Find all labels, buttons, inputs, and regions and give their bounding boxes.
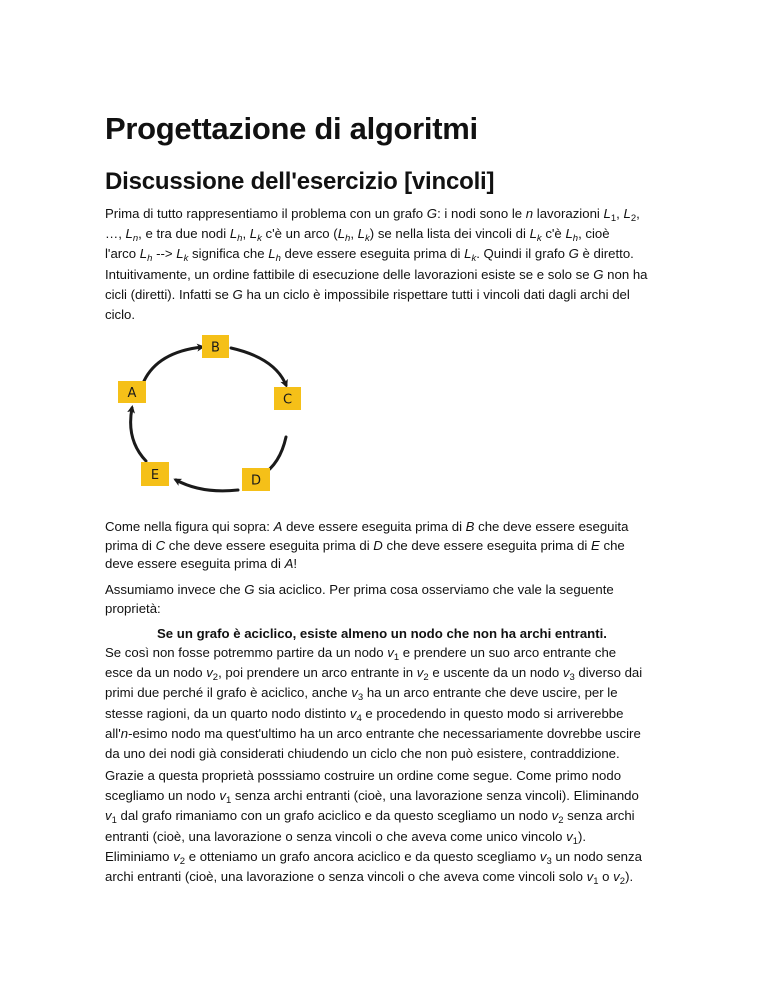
text-run: Se così non fosse potremmo partire da un nodo <box>105 645 388 660</box>
text-run: G <box>568 246 579 262</box>
text-run: h <box>275 253 281 265</box>
text-run: 1 <box>610 213 617 224</box>
text-run: Eliminiamo <box>105 848 174 864</box>
text-run: L <box>464 246 472 262</box>
text-run: A <box>273 519 283 534</box>
text-run: e otteniamo un grafo ancora aciclico e da questo scegliamo <box>185 848 540 864</box>
text-run: 2 <box>423 672 429 684</box>
edge-d-e <box>176 480 238 491</box>
text-line <box>105 224 677 244</box>
text-run: ha un ciclo è impossibile rispettare tutti i vincoli dati dagli archi del <box>242 286 630 302</box>
text-run: deve essere eseguita prima di <box>280 246 465 262</box>
text-run: esce da un nodo <box>105 665 207 681</box>
text-run: che deve essere eseguita prima di <box>382 537 592 553</box>
text-run: Intuitivamente, un ordine fattibile di esecuzione delle lavorazioni esiste se e solo se <box>105 266 594 282</box>
text-run: , e tra due nodi <box>138 226 230 242</box>
text-run: L <box>249 226 258 242</box>
node-a-label: A <box>127 386 137 401</box>
text-run: c'è <box>541 226 566 242</box>
text-run: h <box>147 253 153 265</box>
text-run: Grazie a questa proprietà posssiamo costruire un ordine come segue. Come primo nodo <box>105 768 622 783</box>
text-line <box>105 518 677 537</box>
text-run: ). <box>625 868 634 884</box>
text-run: 2 <box>619 875 626 887</box>
text-run: L <box>529 226 537 242</box>
text-run: che <box>599 537 625 553</box>
text-run: cicli (diretti). Infatti se <box>105 286 233 302</box>
text-run: 2 <box>179 855 186 867</box>
text-line <box>105 867 677 887</box>
text-run: significa che <box>188 246 269 262</box>
text-run: L <box>337 226 346 242</box>
section-title: Discussione dell'esercizio [vincoli] <box>105 168 495 195</box>
text-run: ) se nella lista dei vincoli di <box>369 226 530 242</box>
text-run: v <box>566 828 573 844</box>
text-run: v <box>539 848 547 864</box>
text-run: all' <box>105 725 121 741</box>
text-run: Come nella figura qui sopra: <box>105 519 274 534</box>
text-line <box>105 683 677 703</box>
paragraph-figure-explanation <box>105 518 677 574</box>
page-title: Progettazione di algoritmi <box>105 111 478 146</box>
text-run: v <box>206 665 213 681</box>
text-run: è diretto. <box>578 246 634 262</box>
text-run: h <box>237 233 243 245</box>
text-run: …, <box>105 226 126 242</box>
text-run: v <box>105 808 112 824</box>
text-run: senza archi <box>563 808 635 824</box>
text-run: Prima di tutto rappresentiamo il problema con un grafo <box>105 206 427 221</box>
paragraph-acyclic-assumption <box>105 581 677 618</box>
text-run: 1 <box>572 835 578 847</box>
text-run: c'è un arco ( <box>261 226 338 242</box>
edge-e-a <box>131 408 146 461</box>
text-run: L <box>623 206 631 221</box>
text-run: e prendere un suo arco entrante che <box>399 645 617 660</box>
text-run: n <box>120 725 129 741</box>
text-run: sia aciclico. Per prima cosa osserviamo che vale la seguente <box>254 582 614 597</box>
text-run: non ha <box>603 266 648 282</box>
text-run: 1 <box>111 815 117 827</box>
text-run: 1 <box>593 875 599 887</box>
text-run: : i nodi sono le <box>437 206 526 221</box>
text-line <box>105 643 677 663</box>
text-run: 1 <box>393 652 400 663</box>
text-run: 3 <box>569 672 575 684</box>
text-run: L <box>603 206 611 221</box>
text-run: L <box>229 226 238 242</box>
text-run: lavorazioni <box>533 206 604 221</box>
text-run: v <box>219 788 226 804</box>
text-run: un nodo senza <box>551 848 642 864</box>
text-run: k <box>183 253 189 265</box>
node-b-label: B <box>211 340 220 356</box>
text-run: , cioè <box>578 226 610 242</box>
text-run: , <box>616 206 624 221</box>
text-run: 4 <box>356 712 362 724</box>
node-c-label: C <box>282 392 293 408</box>
text-run: e uscente da un nodo <box>428 665 563 681</box>
text-run: k <box>471 253 477 265</box>
text-run: L <box>125 226 133 242</box>
text-run: che deve essere eseguita <box>474 519 629 534</box>
text-run: stesse ragioni, da un quarto nodo distinto <box>105 705 350 721</box>
edge-a-b <box>144 347 202 381</box>
text-run: n <box>525 206 534 221</box>
text-line <box>105 581 677 600</box>
paragraph-property-proof <box>105 625 677 764</box>
text-run: , poi prendere un arco entrante in <box>218 665 417 681</box>
cycle-diagram <box>110 330 320 500</box>
text-run: , <box>636 206 640 221</box>
node-e-label: E <box>150 468 160 483</box>
text-run: entranti (cioè, una lavorazione o senza vincoli o che aveva come unico vincolo <box>105 828 567 844</box>
text-run: , <box>350 226 358 242</box>
text-run: proprietà: <box>105 600 161 616</box>
text-run: o <box>598 868 614 884</box>
text-line <box>105 786 677 806</box>
text-line <box>105 663 677 683</box>
node-d-label: D <box>250 473 262 489</box>
text-run: -esimo nodo ma quest'ultimo ha un arco entrante che necessariamente dovrebbe uscire <box>128 725 641 741</box>
text-run: C <box>155 537 166 553</box>
text-run: 2 <box>630 213 637 224</box>
text-run: ciclo. <box>105 306 136 322</box>
text-run: . Quindi il grafo <box>476 246 569 262</box>
text-run: G <box>244 582 255 597</box>
text-run: B <box>465 519 475 534</box>
text-run: k <box>257 233 262 245</box>
text-run: v <box>551 808 559 824</box>
text-run: k <box>365 233 370 245</box>
text-run: ). <box>577 828 587 844</box>
text-run: A <box>284 556 294 572</box>
text-run: 3 <box>357 692 364 704</box>
text-run: da uno dei nodi già considerati chiudendo un ciclo che non può esistere, contraddizione. <box>105 745 620 761</box>
text-run: L <box>176 246 184 262</box>
text-run: ha un arco entrante che deve uscire, per le <box>363 685 618 701</box>
text-line <box>105 766 677 786</box>
text-line <box>105 847 677 867</box>
text-run: 3 <box>546 855 552 867</box>
text-run: h <box>572 233 579 245</box>
text-run: E <box>591 537 600 553</box>
text-line <box>105 600 677 619</box>
text-line <box>105 704 677 724</box>
text-run: diverso dai <box>574 665 643 681</box>
text-line <box>105 265 677 285</box>
text-run: v <box>387 645 394 660</box>
property-statement: Se un grafo è aciclico, esiste almeno un nodo che non ha archi entranti. <box>157 626 607 641</box>
paragraph-ordering-construction <box>105 766 677 887</box>
text-run: --> <box>152 246 177 262</box>
text-run: ! <box>293 556 298 572</box>
text-run: dal grafo rimaniamo con un grafo aciclico e da questo scegliamo un nodo <box>116 808 552 824</box>
text-run: Assumiamo invece che <box>105 582 245 597</box>
text-run: v <box>586 868 594 884</box>
text-run: n <box>132 233 139 245</box>
text-run: G <box>232 286 243 302</box>
text-run: L <box>268 246 276 262</box>
text-line <box>105 305 677 325</box>
text-run: G <box>426 206 438 221</box>
edge-b-c <box>231 348 286 385</box>
text-run: 2 <box>212 672 219 684</box>
text-run: v <box>416 665 424 681</box>
text-line <box>105 204 677 224</box>
text-run: deve essere eseguita prima di <box>105 556 285 572</box>
text-run: k <box>536 233 542 245</box>
text-line <box>105 555 677 574</box>
text-line <box>105 285 677 305</box>
text-run: deve essere eseguita prima di <box>282 519 466 534</box>
text-run: 1 <box>225 795 232 807</box>
text-run: senza archi entranti (cioè, una lavorazione senza vincoli). Eliminando <box>231 788 639 804</box>
text-run: archi entranti (cioè, una lavorazione o senza vincoli o che aveva come vincoli solo <box>105 868 587 884</box>
text-run: v <box>562 665 570 681</box>
text-run: L <box>357 226 366 242</box>
text-run: v <box>351 685 358 701</box>
text-run: , <box>242 226 250 242</box>
text-run: l'arco <box>105 246 140 262</box>
text-run: L <box>139 246 148 262</box>
text-line <box>105 806 677 826</box>
text-run: h <box>345 233 351 245</box>
text-run: scegliamo un nodo <box>105 788 220 804</box>
text-run: v <box>349 705 357 721</box>
text-line <box>105 724 677 744</box>
text-run: prima di <box>105 537 156 553</box>
text-run: L <box>565 226 573 242</box>
text-run: primi due perché il grafo è aciclico, anche <box>105 685 352 701</box>
text-run: che deve essere eseguita prima di <box>165 537 374 553</box>
paragraph-graph-definition <box>105 204 677 325</box>
text-run: D <box>373 537 383 553</box>
text-run: 2 <box>558 815 564 827</box>
text-run: v <box>173 848 180 864</box>
text-run: G <box>593 266 604 282</box>
text-run: e procedendo in questo modo si arriverebbe <box>361 705 624 721</box>
text-line <box>105 827 677 847</box>
text-line <box>105 244 677 264</box>
text-line <box>105 537 677 556</box>
text-line <box>105 744 677 764</box>
text-run: v <box>613 868 620 884</box>
